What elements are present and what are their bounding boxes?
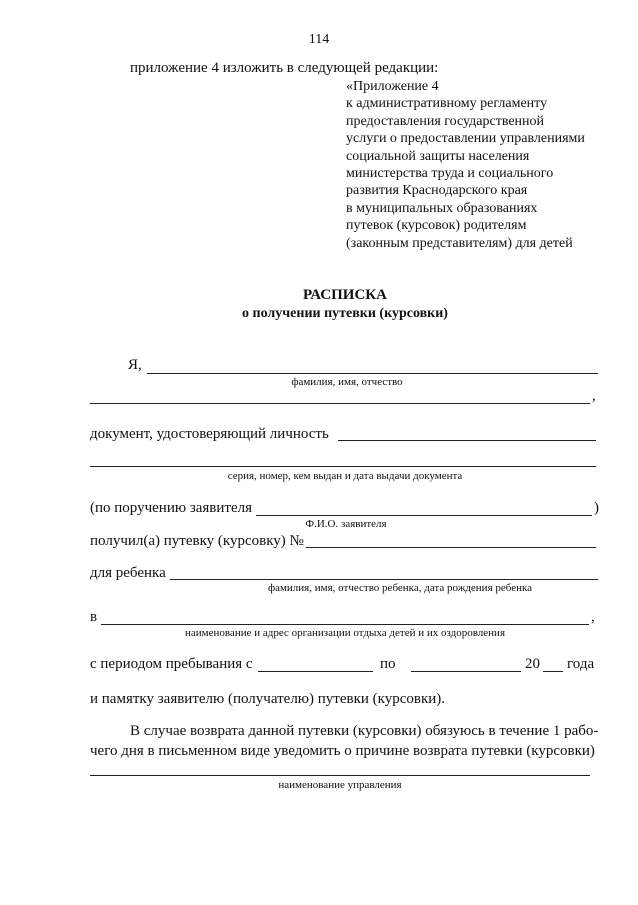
memo-text: и памятку заявителю (получателю) путевки (курсовки). [90, 691, 446, 707]
return-text-line2: чего дня в письменном виде уведомить о причине возврата путевки (курсовки) [90, 743, 595, 759]
doc-line[interactable] [338, 440, 596, 441]
year-line[interactable] [543, 671, 563, 672]
return-text-line1: В случае возврата данной путевки (курсовки) обязуюсь в течение 1 рабо- [130, 723, 599, 739]
year-prefix: 20 [525, 656, 540, 672]
org-comma: , [591, 609, 595, 625]
received-label: получил(а) путевку (курсовку) № [90, 533, 304, 549]
document-subtitle: о получении путевки (курсовки) [242, 306, 448, 321]
appendix-line: предоставления государственной [346, 113, 545, 129]
appendix-line: в муниципальных образованиях [346, 200, 538, 216]
dept-line[interactable] [90, 775, 590, 776]
child-caption: фамилия, имя, отчество ребенка, дата рождения ребенка [267, 582, 533, 594]
org-line[interactable] [101, 624, 589, 625]
appendix-line: министерства труда и социального [346, 166, 554, 182]
doc-details-line[interactable] [90, 466, 596, 467]
voucher-number-line[interactable] [306, 547, 596, 548]
applicant-caption: Ф.И.О. заявителя [305, 518, 387, 530]
appendix-line: услуги о предоставлении управлениями [346, 131, 585, 147]
in-label: в [90, 609, 98, 625]
i-label: Я, [128, 357, 142, 373]
period-from-line[interactable] [258, 671, 373, 672]
fio-continuation-line[interactable] [90, 403, 590, 404]
child-line[interactable] [170, 579, 598, 580]
appendix-line: (законным представителям) для детей [346, 235, 573, 251]
on-behalf-close: ) [594, 500, 599, 516]
period-to-label: по [380, 656, 396, 672]
page-number: 114 [308, 32, 330, 47]
applicant-line[interactable] [256, 515, 592, 516]
period-to-line[interactable] [411, 671, 521, 672]
intro-text: приложение 4 изложить в следующей редакции: [130, 60, 439, 76]
doc-label: документ, удостоверяющий личность [90, 426, 329, 442]
on-behalf-label: (по поручению заявителя [90, 500, 253, 516]
org-caption: наименование и адрес организации отдыха детей и их оздоровления [185, 627, 505, 639]
fio-line[interactable] [147, 373, 598, 374]
child-label: для ребенка [90, 565, 166, 581]
period-label: с периодом пребывания с [90, 656, 253, 672]
appendix-line: «Приложение 4 [346, 79, 439, 94]
appendix-line: к административному регламенту [346, 96, 548, 112]
doc-caption: серия, номер, кем выдан и дата выдачи документа [227, 470, 463, 482]
comma: , [592, 388, 596, 404]
appendix-line: развития Краснодарского края [346, 183, 528, 199]
fio-caption: фамилия, имя, отчество [291, 376, 403, 388]
appendix-line: путевок (курсовок) родителям [346, 218, 527, 234]
year-suffix: года [567, 656, 595, 672]
appendix-line: социальной защиты населения [346, 148, 530, 164]
appendix-block [346, 78, 585, 252]
document-title: РАСПИСКА [302, 287, 388, 303]
dept-caption: наименование управления [278, 779, 402, 791]
